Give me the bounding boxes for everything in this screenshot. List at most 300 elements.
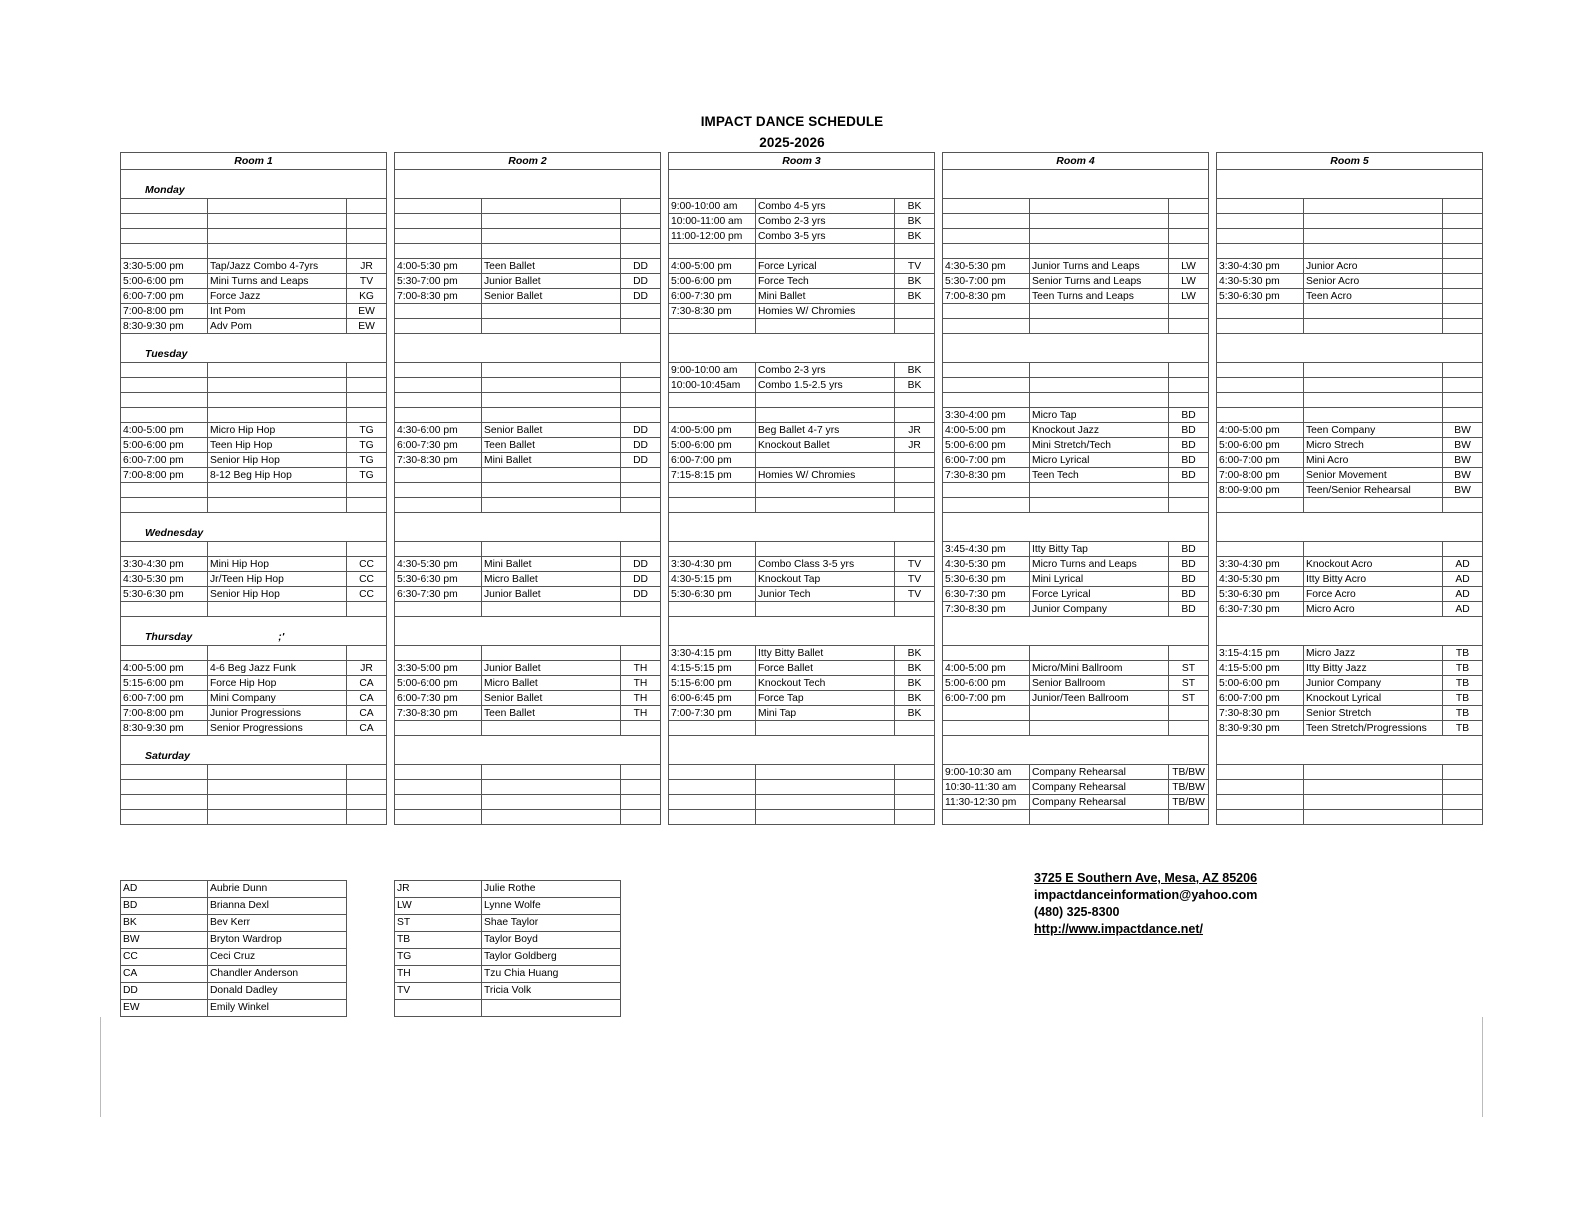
teacher-code <box>1169 199 1209 214</box>
class-time <box>121 214 208 229</box>
class-name: Combo 4-5 yrs <box>756 199 895 214</box>
table-row <box>669 557 935 572</box>
legend-code: TV <box>395 983 482 1000</box>
room-grid <box>668 152 935 825</box>
teacher-code: BK <box>895 363 935 378</box>
table-row <box>943 244 1209 259</box>
class-time <box>395 795 482 810</box>
teacher-code: CA <box>347 676 387 691</box>
class-time <box>121 244 208 259</box>
teacher-code <box>1443 498 1483 513</box>
class-time: 5:00-6:00 pm <box>121 274 208 289</box>
class-name <box>1304 304 1443 319</box>
table-row <box>121 765 387 780</box>
teacher-code: TB <box>1443 676 1483 691</box>
legend-teacher: Lynne Wolfe <box>482 898 621 915</box>
day-header <box>395 334 661 363</box>
class-name <box>1304 795 1443 810</box>
table-row <box>943 363 1209 378</box>
class-name: Teen Turns and Leaps <box>1030 289 1169 304</box>
teacher-code: BD <box>1169 587 1209 602</box>
class-time: 7:15-8:15 pm <box>669 468 756 483</box>
class-name: Force Tap <box>756 691 895 706</box>
class-time: 5:30-6:30 pm <box>943 572 1030 587</box>
day-header <box>1217 170 1483 199</box>
teacher-code: BK <box>895 289 935 304</box>
class-name: Junior Progressions <box>208 706 347 721</box>
class-time <box>121 602 208 617</box>
teacher-code: BD <box>1169 572 1209 587</box>
class-name <box>1030 319 1169 334</box>
day-label: Tuesday <box>145 348 188 360</box>
class-name: Teen Company <box>1304 423 1443 438</box>
teacher-code: LW <box>1169 259 1209 274</box>
class-time <box>943 498 1030 513</box>
class-time: 5:00-6:00 pm <box>943 676 1030 691</box>
class-name <box>482 795 621 810</box>
teacher-code: TB/BW <box>1169 780 1209 795</box>
legend-code: TB <box>395 932 482 949</box>
teacher-code <box>621 542 661 557</box>
class-name <box>1304 542 1443 557</box>
class-name <box>482 214 621 229</box>
teacher-code: ST <box>1169 661 1209 676</box>
class-name <box>756 408 895 423</box>
table-row <box>395 319 661 334</box>
class-time <box>669 765 756 780</box>
table-row <box>395 795 661 810</box>
class-time: 4:30-5:30 pm <box>1217 572 1304 587</box>
class-name <box>756 453 895 468</box>
teacher-code <box>1169 214 1209 229</box>
class-name: Int Pom <box>208 304 347 319</box>
table-row <box>1217 810 1483 825</box>
legend-row <box>395 932 621 949</box>
teacher-code: BK <box>895 229 935 244</box>
class-time: 5:30-6:30 pm <box>1217 289 1304 304</box>
table-row <box>395 587 661 602</box>
class-name: Micro Lyrical <box>1030 453 1169 468</box>
table-row <box>121 602 387 617</box>
legend-code: LW <box>395 898 482 915</box>
teacher-code <box>347 393 387 408</box>
class-time <box>669 408 756 423</box>
class-name: Force Lyrical <box>756 259 895 274</box>
teacher-code <box>621 721 661 736</box>
class-name <box>482 542 621 557</box>
legend-row <box>395 949 621 966</box>
class-time <box>1217 795 1304 810</box>
class-name: Knockout Tech <box>756 676 895 691</box>
class-time <box>121 483 208 498</box>
class-name <box>756 483 895 498</box>
table-row <box>395 483 661 498</box>
class-name <box>208 602 347 617</box>
teacher-code <box>895 498 935 513</box>
teacher-code <box>621 795 661 810</box>
class-time: 7:30-8:30 pm <box>1217 706 1304 721</box>
day-header <box>121 736 387 765</box>
table-row <box>395 453 661 468</box>
table-row <box>1217 378 1483 393</box>
table-row <box>395 214 661 229</box>
class-name <box>482 810 621 825</box>
day-header <box>121 170 387 199</box>
class-time: 5:00-6:00 pm <box>121 438 208 453</box>
class-name: Senior Ballet <box>482 289 621 304</box>
class-name <box>208 810 347 825</box>
table-row <box>395 468 661 483</box>
class-time: 6:00-7:00 pm <box>1217 453 1304 468</box>
class-time: 6:00-7:30 pm <box>669 289 756 304</box>
teacher-legend-left <box>120 880 347 1017</box>
class-time: 4:00-5:00 pm <box>121 661 208 676</box>
table-row <box>1217 795 1483 810</box>
table-row <box>395 542 661 557</box>
teacher-code: BW <box>1443 483 1483 498</box>
teacher-code: LW <box>1169 274 1209 289</box>
teacher-code: BK <box>895 646 935 661</box>
class-time <box>669 393 756 408</box>
class-name: Homies W/ Chromies <box>756 304 895 319</box>
table-row <box>395 199 661 214</box>
teacher-code: TG <box>347 438 387 453</box>
class-name: Teen Hip Hop <box>208 438 347 453</box>
class-name: Mini Lyrical <box>1030 572 1169 587</box>
table-row <box>395 602 661 617</box>
class-time <box>943 706 1030 721</box>
legend-teacher: Brianna Dexl <box>208 898 347 915</box>
website-link[interactable]: http://www.impactdance.net/ <box>1034 922 1203 936</box>
class-name <box>1030 721 1169 736</box>
teacher-code: DD <box>621 289 661 304</box>
class-name <box>1030 199 1169 214</box>
teacher-code <box>895 602 935 617</box>
class-time: 8:30-9:30 pm <box>1217 721 1304 736</box>
schedule-title: IMPACT DANCE SCHEDULE <box>700 114 884 129</box>
class-time: 3:15-4:15 pm <box>1217 646 1304 661</box>
class-name: Senior Acro <box>1304 274 1443 289</box>
legend-teacher: Chandler Anderson <box>208 966 347 983</box>
teacher-code <box>347 229 387 244</box>
class-name: Micro Tap <box>1030 408 1169 423</box>
teacher-code: AD <box>1443 572 1483 587</box>
class-time: 5:00-6:00 pm <box>1217 438 1304 453</box>
table-row <box>1217 214 1483 229</box>
table-row <box>121 408 387 423</box>
class-time: 4:00-5:30 pm <box>395 259 482 274</box>
table-row <box>943 423 1209 438</box>
page-edge-left <box>100 1017 101 1117</box>
class-name <box>1030 810 1169 825</box>
class-name <box>208 378 347 393</box>
teacher-code: TB <box>1443 661 1483 676</box>
class-name <box>482 229 621 244</box>
table-row <box>669 706 935 721</box>
teacher-code: AD <box>1443 602 1483 617</box>
email-text[interactable]: impactdanceinformation@yahoo.com <box>1034 888 1258 902</box>
teacher-code <box>895 453 935 468</box>
table-row <box>121 676 387 691</box>
class-name <box>482 646 621 661</box>
class-time <box>1217 319 1304 334</box>
class-name: Micro Acro <box>1304 602 1443 617</box>
table-row <box>121 468 387 483</box>
class-name <box>482 408 621 423</box>
table-row <box>669 587 935 602</box>
table-row <box>1217 646 1483 661</box>
table-row <box>121 304 387 319</box>
table-row <box>1217 691 1483 706</box>
class-name: Mini Company <box>208 691 347 706</box>
class-time: 5:30-7:00 pm <box>943 274 1030 289</box>
day-header <box>669 170 935 199</box>
teacher-code <box>621 602 661 617</box>
teacher-code <box>621 646 661 661</box>
class-name: 4-6 Beg Jazz Funk <box>208 661 347 676</box>
class-time <box>395 498 482 513</box>
class-time: 6:00-6:45 pm <box>669 691 756 706</box>
class-name <box>1030 706 1169 721</box>
teacher-code: BK <box>895 214 935 229</box>
page-edge-right <box>1482 1017 1483 1117</box>
table-row <box>1217 572 1483 587</box>
table-row <box>395 691 661 706</box>
teacher-code: BK <box>895 691 935 706</box>
teacher-code <box>621 810 661 825</box>
class-name: Junior Ballet <box>482 587 621 602</box>
class-name <box>208 498 347 513</box>
teacher-code <box>1169 378 1209 393</box>
class-name: Senior Movement <box>1304 468 1443 483</box>
teacher-code <box>1169 304 1209 319</box>
class-time <box>669 542 756 557</box>
class-time <box>395 721 482 736</box>
class-time: 7:00-7:30 pm <box>669 706 756 721</box>
class-time: 7:30-8:30 pm <box>395 453 482 468</box>
table-row <box>669 229 935 244</box>
class-time: 6:30-7:30 pm <box>943 587 1030 602</box>
table-row <box>1217 259 1483 274</box>
class-time <box>1217 229 1304 244</box>
class-name <box>756 498 895 513</box>
teacher-code <box>1443 542 1483 557</box>
table-row <box>1217 557 1483 572</box>
legend-teacher: Bev Kerr <box>208 915 347 932</box>
teacher-code <box>347 646 387 661</box>
day-header <box>121 617 387 646</box>
class-name: Senior Hip Hop <box>208 587 347 602</box>
room-5-table <box>1216 152 1482 842</box>
teacher-code: BK <box>895 676 935 691</box>
teacher-code <box>1443 244 1483 259</box>
class-name: Teen Ballet <box>482 259 621 274</box>
class-time: 10:30-11:30 am <box>943 780 1030 795</box>
table-row <box>121 483 387 498</box>
table-row <box>669 393 935 408</box>
class-name: Force Acro <box>1304 587 1443 602</box>
table-row <box>943 483 1209 498</box>
table-row <box>1217 765 1483 780</box>
table-row <box>943 199 1209 214</box>
table-row <box>395 661 661 676</box>
table-row <box>121 378 387 393</box>
teacher-code: BW <box>1443 423 1483 438</box>
class-name <box>756 244 895 259</box>
class-name: Mini Turns and Leaps <box>208 274 347 289</box>
class-time <box>395 363 482 378</box>
table-row <box>943 557 1209 572</box>
class-name <box>482 498 621 513</box>
teacher-code: TB <box>1443 721 1483 736</box>
teacher-code <box>895 483 935 498</box>
table-row <box>121 453 387 468</box>
teacher-code <box>621 498 661 513</box>
table-row <box>669 661 935 676</box>
table-row <box>1217 498 1483 513</box>
teacher-code <box>621 229 661 244</box>
table-row <box>395 810 661 825</box>
table-row <box>943 706 1209 721</box>
teacher-code <box>1443 229 1483 244</box>
room-grid <box>120 152 387 825</box>
class-name: Senior Ballet <box>482 691 621 706</box>
teacher-code <box>621 393 661 408</box>
class-name: Company Rehearsal <box>1030 780 1169 795</box>
teacher-code: JR <box>895 423 935 438</box>
class-time: 5:00-6:00 pm <box>943 438 1030 453</box>
table-row <box>395 259 661 274</box>
teacher-code: TG <box>347 468 387 483</box>
class-time <box>1217 393 1304 408</box>
table-row <box>121 244 387 259</box>
table-row <box>669 691 935 706</box>
class-time: 6:00-7:00 pm <box>121 453 208 468</box>
class-time <box>395 483 482 498</box>
day-label: Saturday <box>145 750 190 762</box>
class-time: 4:00-5:00 pm <box>121 423 208 438</box>
class-time <box>395 810 482 825</box>
class-name <box>482 199 621 214</box>
teacher-code <box>1443 393 1483 408</box>
class-time <box>669 795 756 810</box>
teacher-code <box>347 542 387 557</box>
class-time <box>943 393 1030 408</box>
legend-code: AD <box>121 881 208 898</box>
class-name <box>208 483 347 498</box>
legend-row <box>395 881 621 898</box>
table-row <box>943 498 1209 513</box>
day-label: Monday <box>145 184 185 196</box>
table-row <box>395 438 661 453</box>
class-name: Combo 3-5 yrs <box>756 229 895 244</box>
legend-code: TH <box>395 966 482 983</box>
teacher-code: TB/BW <box>1169 795 1209 810</box>
class-time: 6:00-7:00 pm <box>943 453 1030 468</box>
class-time: 11:30-12:30 pm <box>943 795 1030 810</box>
legend-code: JR <box>395 881 482 898</box>
table-row <box>121 229 387 244</box>
table-row <box>669 423 935 438</box>
teacher-code <box>1443 810 1483 825</box>
teacher-code <box>895 408 935 423</box>
legend-table <box>394 880 621 1017</box>
room-4-table <box>942 152 1208 842</box>
legend-teacher: Tzu Chia Huang <box>482 966 621 983</box>
table-row <box>1217 319 1483 334</box>
teacher-code: TH <box>621 706 661 721</box>
class-time <box>121 780 208 795</box>
teacher-code <box>621 304 661 319</box>
class-name: Knockout Lyrical <box>1304 691 1443 706</box>
class-name: Combo Class 3-5 yrs <box>756 557 895 572</box>
class-name: Junior/Teen Ballroom <box>1030 691 1169 706</box>
class-name: Knockout Jazz <box>1030 423 1169 438</box>
teacher-code <box>1443 199 1483 214</box>
class-time: 5:00-6:00 pm <box>669 274 756 289</box>
class-name <box>756 780 895 795</box>
teacher-code: ST <box>1169 691 1209 706</box>
class-name: Force Tech <box>756 274 895 289</box>
table-row <box>1217 304 1483 319</box>
class-time <box>121 199 208 214</box>
class-name <box>1030 214 1169 229</box>
table-row <box>669 363 935 378</box>
teacher-code: BD <box>1169 453 1209 468</box>
teacher-code <box>1169 721 1209 736</box>
class-time: 7:30-8:30 pm <box>943 602 1030 617</box>
legend-code: ST <box>395 915 482 932</box>
teacher-code: TV <box>347 274 387 289</box>
class-name <box>756 393 895 408</box>
class-name: Company Rehearsal <box>1030 795 1169 810</box>
teacher-code <box>895 393 935 408</box>
table-row <box>669 795 935 810</box>
table-row <box>395 289 661 304</box>
class-time <box>121 393 208 408</box>
day-label: Thursday <box>145 631 193 643</box>
class-time <box>121 378 208 393</box>
table-row <box>1217 274 1483 289</box>
class-time <box>395 229 482 244</box>
class-name <box>208 244 347 259</box>
class-name: Combo 1.5-2.5 yrs <box>756 378 895 393</box>
class-time: 6:00-7:00 pm <box>669 453 756 468</box>
class-time: 11:00-12:00 pm <box>669 229 756 244</box>
table-row <box>943 572 1209 587</box>
day-header <box>669 513 935 542</box>
table-row <box>1217 453 1483 468</box>
contact-info <box>1034 870 1257 938</box>
teacher-code: BD <box>1169 542 1209 557</box>
teacher-code: TB <box>1443 706 1483 721</box>
legend-code: TG <box>395 949 482 966</box>
class-time <box>395 378 482 393</box>
class-time <box>669 602 756 617</box>
address-link[interactable]: 3725 E Southern Ave, Mesa, AZ 85206 <box>1034 871 1258 885</box>
table-row <box>943 378 1209 393</box>
class-time <box>943 483 1030 498</box>
class-time: 3:30-4:30 pm <box>1217 259 1304 274</box>
class-name: Teen Ballet <box>482 706 621 721</box>
day-header <box>395 170 661 199</box>
teacher-code <box>895 468 935 483</box>
class-name <box>208 363 347 378</box>
teacher-code <box>895 721 935 736</box>
class-name <box>1030 378 1169 393</box>
legend-teacher: Aubrie Dunn <box>208 881 347 898</box>
teacher-code <box>1443 363 1483 378</box>
